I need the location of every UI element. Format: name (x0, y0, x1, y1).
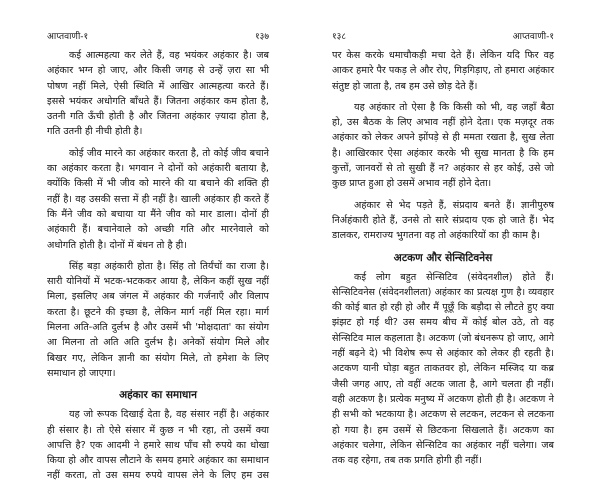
section-heading: अहंकार का समाधान (119, 389, 197, 402)
page-body (332, 48, 554, 474)
page-body (47, 48, 269, 490)
paragraph: अहंकार से भेद पड़ते हैं, संप्रदाय बनते हैं। ज्ञानीपुरुष निर्अहंकारी होते हैं, उनसे तो सारे संप्रदाय एक हो जाते हैं। भेद डालकर, रामराज्य भुगतना वह तो अहंकारियों का ही काम है। (332, 199, 554, 242)
paragraph: पर केस करके धमाचौकड़ी मचा देते हैं। लेकिन यदि फिर वह आकर हमारे पैर पकड़ ले और रोए, गिड़गिड़ाए, तो हमारा अहंकार संतुष्ट हो जाता है, तब हम उसे छोड़ देते हैं। (332, 50, 554, 92)
paragraph: कई लोग बहुत सेन्सिटिव (संवेदनशील) होते हैं। सेन्सिटिवनेस (संवेदनशीलता) अहंकार का प्रत्यक्ष गुण है। व्यवहार की कोई बात हो रही हो और मैं पूछूँ कि बड़ौदा से लौटते हुए क्या झंझट हो गई थी? उस समय बीच में कोई बोल उठे, तो वह सेन्सिटिव माल कहलाता है। अटकण (जो बंधनरूप हो जाए, आगे नहीं बढ़ने दे) भी विशेष रूप से अहंकार को लेकर ही रहती है। अटकण यानी घोड़ा बहुत ताकतवर हो, लेकिन मस्जिद या कब्र जैसी जगह आए, तो वहीं अटक जाता है, आगे चलता ही नहीं। वही अटकण है। प्रत्येक मनुष्य में अटकण होती ही है। अटकण ने ही सभी को भटकाया है। अटकण से लटकन, लटकन से लटकना हो गया है। हम उसमें से छिटकना सिखलाते हैं। अटकण का अहंकार चलेगा, लेकिन सेन्सिटिव का अहंकार नहीं चलेगा। जब तक वह रहेगा, तब तक प्रगति होगी ही नहीं। (332, 271, 554, 467)
paragraph: कई आत्महत्या कर लेते हैं, वह भयंकर अहंकार है। जब अहंकार भग्न हो जाए, और किसी जगह से उन्हें ज़रा सा भी पोषण नहीं मिले, ऐसी स्थिति में आखिर आत्महत्या करते हैं। इससे भयंकर अधोगति बाँधते हैं। जितना अहंकार कम होता है, उतनी गति ऊँची होती है और जितना अहंकार ज़्यादा होता है, गति उतनी ही नीची होती है। (47, 50, 269, 138)
page-header (47, 29, 269, 43)
paragraph: कोई जीव मारने का अहंकार करता है, तो कोई जीव बचाने का अहंकार करता है। भगवान ने दोनों को अहंकारी बताया है, क्योंकि किसी में भी जीव को मारने की या बचाने की शक्ति ही नहीं है। वह उसकी सत्ता में ही नहीं है। खाली अहंकार ही करते हैं कि मैंने जीव को बचाया या मैंने जीव को मार डाला। दोनों ही अहंकारी हैं। बचानेवाले को अच्छी गति और मारनेवाले को अधोगति होती है। दोनों में बंधन तो है ही। (47, 147, 269, 251)
page-header (332, 29, 554, 43)
paragraph: यह अहंकार तो ऐसा है कि किसी को भी, वह जहाँ बैठा हो, उस बैठक के लिए अभाव नहीं होने देता। एक मज़दूर तक अहंकार को लेकर अपने झोंपड़े से ही ममता रखता है, सुख लेता है। आखिरकार ऐसा अहंकार करके भी सुख मानता है कि हम कुत्तों, जानवरों से तो सुखी हैं न? अहंकार से हर कोई, उसे जो कुछ प्राप्त हुआ हो उसमें अभाव नहीं होने देता। (332, 101, 554, 190)
running-title: आप्तवाणी-१ (47, 32, 89, 42)
paragraph: सिंह बड़ा अहंकारी होता है। सिंह तो तिर्यंचों का राजा है। सारी योनियों में भटक-भटककर आया है, लेकिन कहीं सुख नहीं मिला, इसलिए अब जंगल में अहंकार की गर्जनाएँ और विलाप करता है। छूटने की इच्छा है, लेकिन मार्ग नहीं मिल रहा। मार्ग मिलना अति-अति दुर्लभ है और उसमें भी 'मोक्षदाता' का संयोग आ मिलना तो अति अति दुर्लभ है। अनेकों संयोग मिले और बिखर गए, लेकिन ज्ञानी का संयोग मिले, तो हमेशा के लिए समाधान हो जाएगा। (47, 260, 269, 379)
paragraph: यह जो रूपक दिखाई देता है, वह संसार नहीं है। अहंकार ही संसार है। तो ऐसे संसार में कुछ न भी रहा, तो उसमें क्या आपत्ति है? एक आदमी ने हमारे साथ पाँच सौ रुपये का धोखा किया हो और वापस लौटाने के समय हमारे अहंकार का समाधान नहीं करता, तो उस समय रुपये वापस लेने के लिए हम उस (47, 409, 269, 482)
page-number: १३८ (332, 32, 347, 42)
section-heading: अटकण और सेन्सिटिवनेस (393, 251, 493, 264)
page-number: १३७ (254, 32, 269, 42)
running-title: आप्तवाणी-१ (512, 32, 554, 42)
